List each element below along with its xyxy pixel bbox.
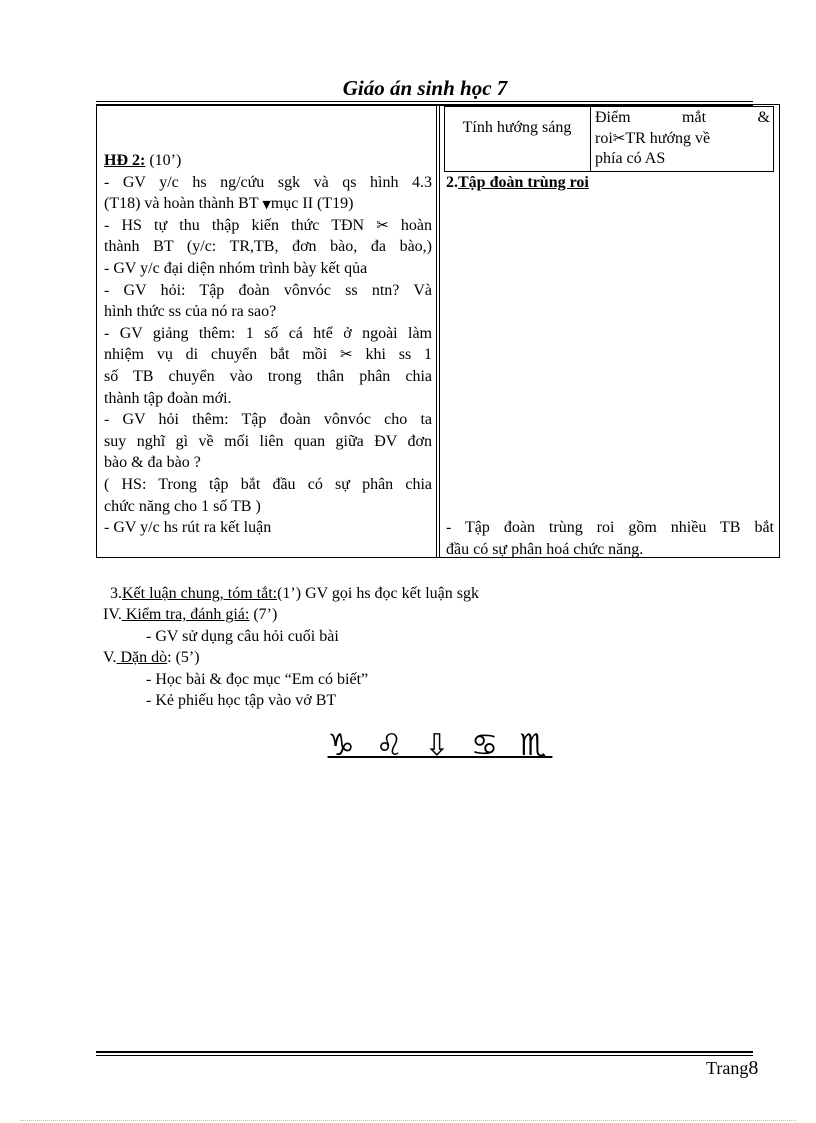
activity-line: hình thức ss của nó ra sao?	[104, 303, 277, 321]
activity-line: thành tập đoàn mới.	[104, 389, 232, 407]
homework-item: - Kẻ phiếu học tập vào vở BT	[146, 692, 337, 709]
inner-cell-line: Điểm mắt &	[595, 109, 770, 126]
page-edge	[20, 1120, 796, 1121]
section-heading-colony: 2.Tập đoàn trùng roi	[446, 174, 589, 191]
page-title: Giáo án sinh học 7	[342, 76, 508, 100]
teacher-activity-column	[104, 150, 432, 539]
activity-heading: HĐ 2: (10’)	[104, 152, 182, 169]
ornament-glyphs: ♑ ♌ ⇩ ♋ ♏	[327, 728, 553, 763]
scissors-icon: ✂	[340, 345, 353, 364]
conclusion-line: 3.Kết luận chung, tóm tắt:(1’) GV gọi hs đọc kết luận sgk	[110, 585, 479, 602]
activity-line: - GV giảng thêm: 1 số cá htể ở ngoài làm	[104, 324, 432, 342]
colony-summary	[446, 517, 774, 560]
activity-line: - GV y/c hs ng/cứu sgk và qs hình 4.3	[104, 173, 432, 191]
homework-item: - Học bài & đọc mục “Em có biết”	[146, 671, 369, 688]
activity-line: (T18) và hoàn thành BT ▼mục II (T19)	[104, 195, 354, 213]
scissors-icon: ✂	[612, 129, 626, 147]
inner-cell-line: phía có AS	[595, 150, 666, 167]
footer-rule-thick	[96, 1051, 753, 1053]
activity-line: suy nghĩ gì về mối liên quan giữa ĐV đơn	[104, 432, 432, 450]
header-rule	[96, 101, 753, 102]
down-arrow-icon: ▼	[262, 198, 271, 212]
table-column-divider	[436, 104, 437, 558]
summary-line: đầu có sự phân hoá chức năng.	[446, 540, 644, 558]
activity-line: - HS tự thu thập kiến thức TĐN ✂ hoàn	[104, 215, 433, 234]
inner-cell-eyespot	[595, 108, 770, 169]
assessment-heading: IV. Kiểm tra, đánh giá: (7’)	[103, 606, 278, 623]
activity-line: - GV hỏi thêm: Tập đoàn vônvóc cho ta	[104, 411, 432, 429]
scissors-icon: ✂	[376, 215, 389, 234]
activity-line: - GV hỏi: Tập đoàn vônvóc ss ntn? Và	[104, 281, 432, 299]
activity-line: bào & đa bào ?	[104, 454, 201, 472]
assessment-item: - GV sử dụng câu hỏi cuối bài	[146, 628, 339, 645]
activity-line: nhiệm vụ di chuyển bắt mồi ✂ khi ss 1	[104, 345, 433, 364]
homework-heading: V. Dặn dò: (5’)	[103, 649, 200, 666]
inner-table-divider	[590, 106, 591, 172]
activity-line: - GV y/c hs rút ra kết luận	[104, 519, 272, 537]
summary-line: - Tập đoàn trùng roi gồm nhiều TB bắt	[446, 519, 774, 536]
activity-line: thành BT (y/c: TR,TB, đơn bào, đa bào,)	[104, 238, 432, 256]
activity-line: chức năng cho 1 số TB )	[104, 497, 261, 515]
inner-cell-phototaxis: Tính hướng sáng	[462, 119, 572, 136]
activity-line: ( HS: Trong tập bắt đầu có sự phân chia	[104, 475, 432, 493]
footer-rule	[96, 1055, 753, 1056]
page-number: Trang8	[706, 1057, 759, 1079]
activity-line: số TB chuyển vào trong thân phân chia	[104, 367, 432, 385]
activity-line: - GV y/c đại diện nhóm trình bày kết qủa	[104, 259, 368, 277]
table-column-divider-double	[439, 104, 440, 558]
inner-cell-line: roi✂TR hướng về	[595, 129, 711, 147]
